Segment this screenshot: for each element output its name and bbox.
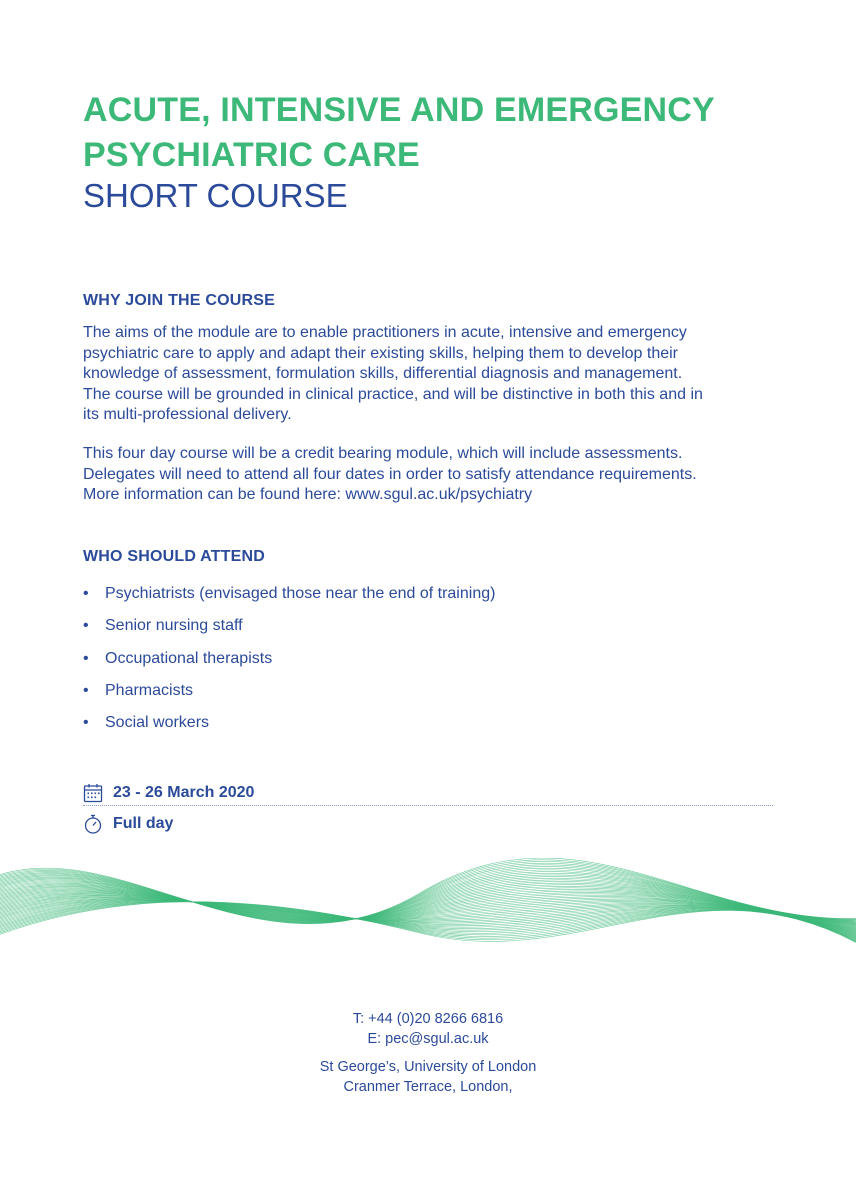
contact-email: E: pec@sgul.ac.uk (367, 1030, 489, 1047)
contact-phone: T: +44 (0)20 8266 6816 (352, 1011, 504, 1027)
contact-block (0, 1010, 856, 1049)
bullet-icon: • (83, 682, 89, 700)
course-duration: Full day (113, 815, 174, 832)
decorative-wave-graphic (0, 858, 856, 1018)
stopwatch-icon (83, 814, 103, 834)
bullet-icon: • (83, 617, 89, 635)
calendar-icon (83, 783, 103, 803)
list-item: • Social workers (83, 714, 210, 732)
attendee-list (83, 578, 495, 739)
paragraph-line: Delegates will need to attend all four dates in order to satisfy attendance requirements. (83, 465, 697, 483)
paragraph-line: The aims of the module are to enable practitioners in acute, intensive and emergency (83, 324, 687, 341)
course-subtitle: SHORT COURSE (83, 177, 348, 214)
course-title-line-1: ACUTE, INTENSIVE AND EMERGENCY (83, 91, 715, 129)
paragraph-line: The course will be grounded in clinical practice, and will be distinctive in both this and in (83, 385, 703, 403)
list-item: • Pharmacists (83, 682, 194, 700)
list-item: • Occupational therapists (83, 649, 273, 667)
address-block (0, 1058, 856, 1097)
paragraph-line: its multi-professional delivery. (83, 406, 292, 423)
address-line-1: St George’s, University of London (319, 1059, 537, 1075)
why-join-paragraph-2 (83, 444, 783, 506)
course-title-line-2: PSYCHIATRIC CARE (83, 136, 420, 174)
paragraph-line: knowledge of assessment, formulation skills, differential diagnosis and management. (83, 365, 683, 382)
bullet-icon: • (83, 714, 89, 732)
list-item: • Senior nursing staff (83, 617, 243, 635)
course-title (83, 88, 715, 178)
list-item: • Psychiatrists (envisaged those near the end of training) (83, 585, 496, 603)
paragraph-line: This four day course will be a credit bearing module, which will include assessments. (83, 445, 683, 462)
bullet-icon: • (83, 585, 89, 603)
who-attend-heading: WHO SHOULD ATTEND (83, 548, 266, 565)
why-join-paragraph-1 (83, 323, 783, 426)
address-line-2: Cranmer Terrace, London, (343, 1078, 513, 1095)
divider (83, 805, 773, 806)
bullet-icon: • (83, 649, 89, 667)
paragraph-line: psychiatric care to apply and adapt their existing skills, helping them to develop their (83, 344, 678, 362)
course-duration-row (83, 814, 173, 834)
why-join-heading: WHY JOIN THE COURSE (83, 292, 275, 309)
course-date-row (83, 783, 254, 803)
course-date: 23 - 26 March 2020 (113, 784, 255, 801)
paragraph-line: More information can be found here: www.sgul.ac.uk/psychiatry (83, 486, 533, 503)
